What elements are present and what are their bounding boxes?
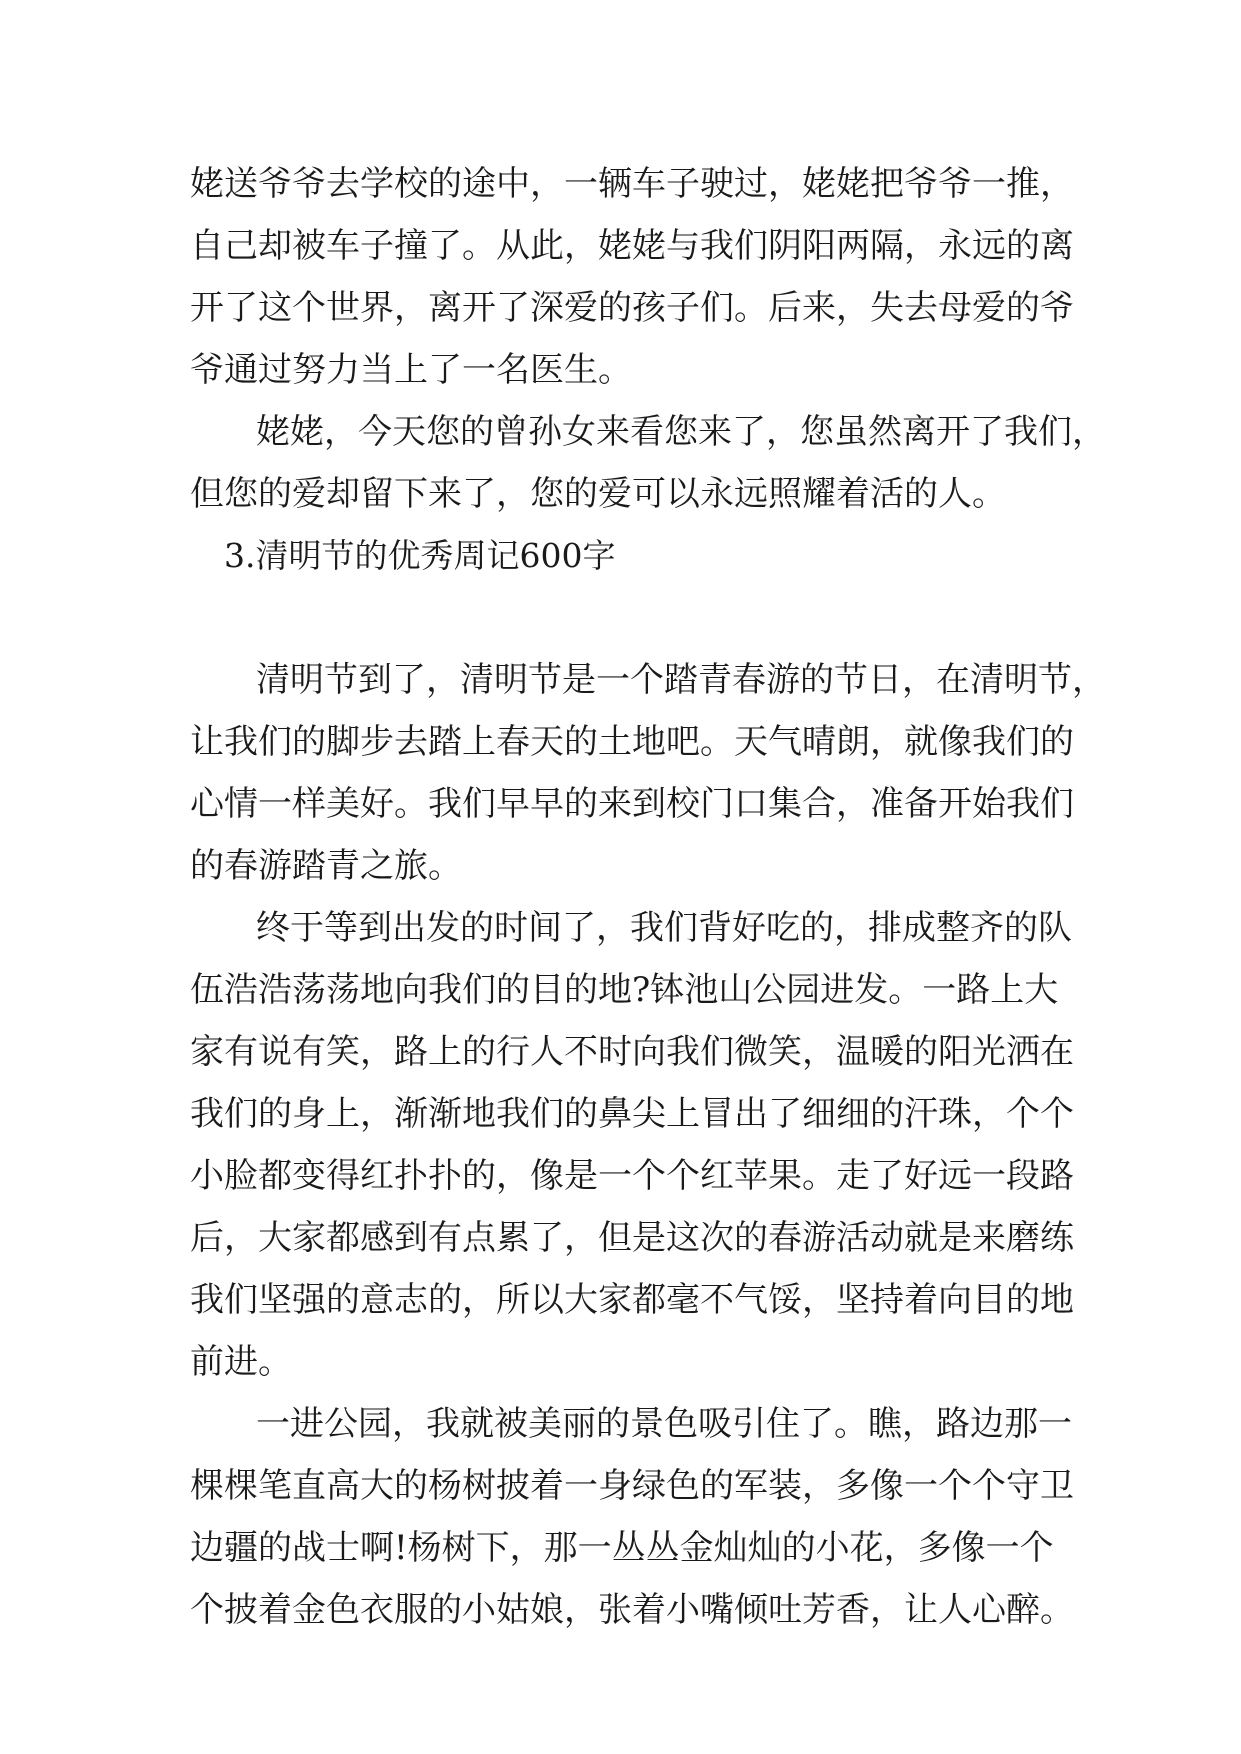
text-line: 的春游踏青之旅。 (190, 846, 462, 886)
section-heading: 3.清明节的优秀周记600字 (224, 536, 616, 575)
text-line: 姥姥，今天您的曾孙女来看您来了，您虽然离开了我们， (256, 412, 1106, 452)
text-line: 前进。 (190, 1342, 292, 1382)
text-line: 爷通过努力当上了一名医生。 (190, 350, 632, 390)
text-line: 清明节到了，清明节是一个踏青春游的节日，在清明节， (256, 660, 1106, 700)
text-line: 一进公园，我就被美丽的景色吸引住了。瞧，路边那一 (256, 1404, 1072, 1444)
text-line: 心情一样美好。我们早早的来到校门口集合，准备开始我们 (190, 784, 1074, 824)
text-line: 自己却被车子撞了。从此，姥姥与我们阴阳两隔，永远的离 (190, 226, 1074, 266)
text-line: 开了这个世界，离开了深爱的孩子们。后来，失去母爱的爷 (190, 288, 1074, 328)
text-line: 伍浩浩荡荡地向我们的目的地?钵池山公园进发。一路上大 (190, 970, 1059, 1010)
text-line: 棵棵笔直高大的杨树披着一身绿色的军装，多像一个个守卫 (190, 1466, 1074, 1506)
text-line: 终于等到出发的时间了，我们背好吃的，排成整齐的队 (256, 908, 1072, 948)
text-line: 边疆的战士啊!杨树下，那一丛丛金灿灿的小花，多像一个 (190, 1528, 1054, 1568)
text-line: 让我们的脚步去踏上春天的土地吧。天气晴朗，就像我们的 (190, 722, 1074, 762)
text-line: 姥送爷爷去学校的途中，一辆车子驶过，姥姥把爷爷一推， (190, 164, 1074, 204)
text-line: 我们的身上，渐渐地我们的鼻尖上冒出了细细的汗珠，个个 (190, 1094, 1074, 1134)
text-line: 我们坚强的意志的，所以大家都毫不气馁，坚持着向目的地 (190, 1280, 1074, 1320)
text-line: 但您的爱却留下来了，您的爱可以永远照耀着活的人。 (190, 474, 1006, 514)
text-line: 家有说有笑，路上的行人不时向我们微笑，温暖的阳光洒在 (190, 1032, 1074, 1072)
text-line: 个披着金色衣服的小姑娘，张着小嘴倾吐芳香，让人心醉。 (190, 1590, 1074, 1630)
text-line: 后，大家都感到有点累了，但是这次的春游活动就是来磨练 (190, 1218, 1074, 1258)
text-line: 小脸都变得红扑扑的，像是一个个红苹果。走了好远一段路 (190, 1156, 1074, 1196)
